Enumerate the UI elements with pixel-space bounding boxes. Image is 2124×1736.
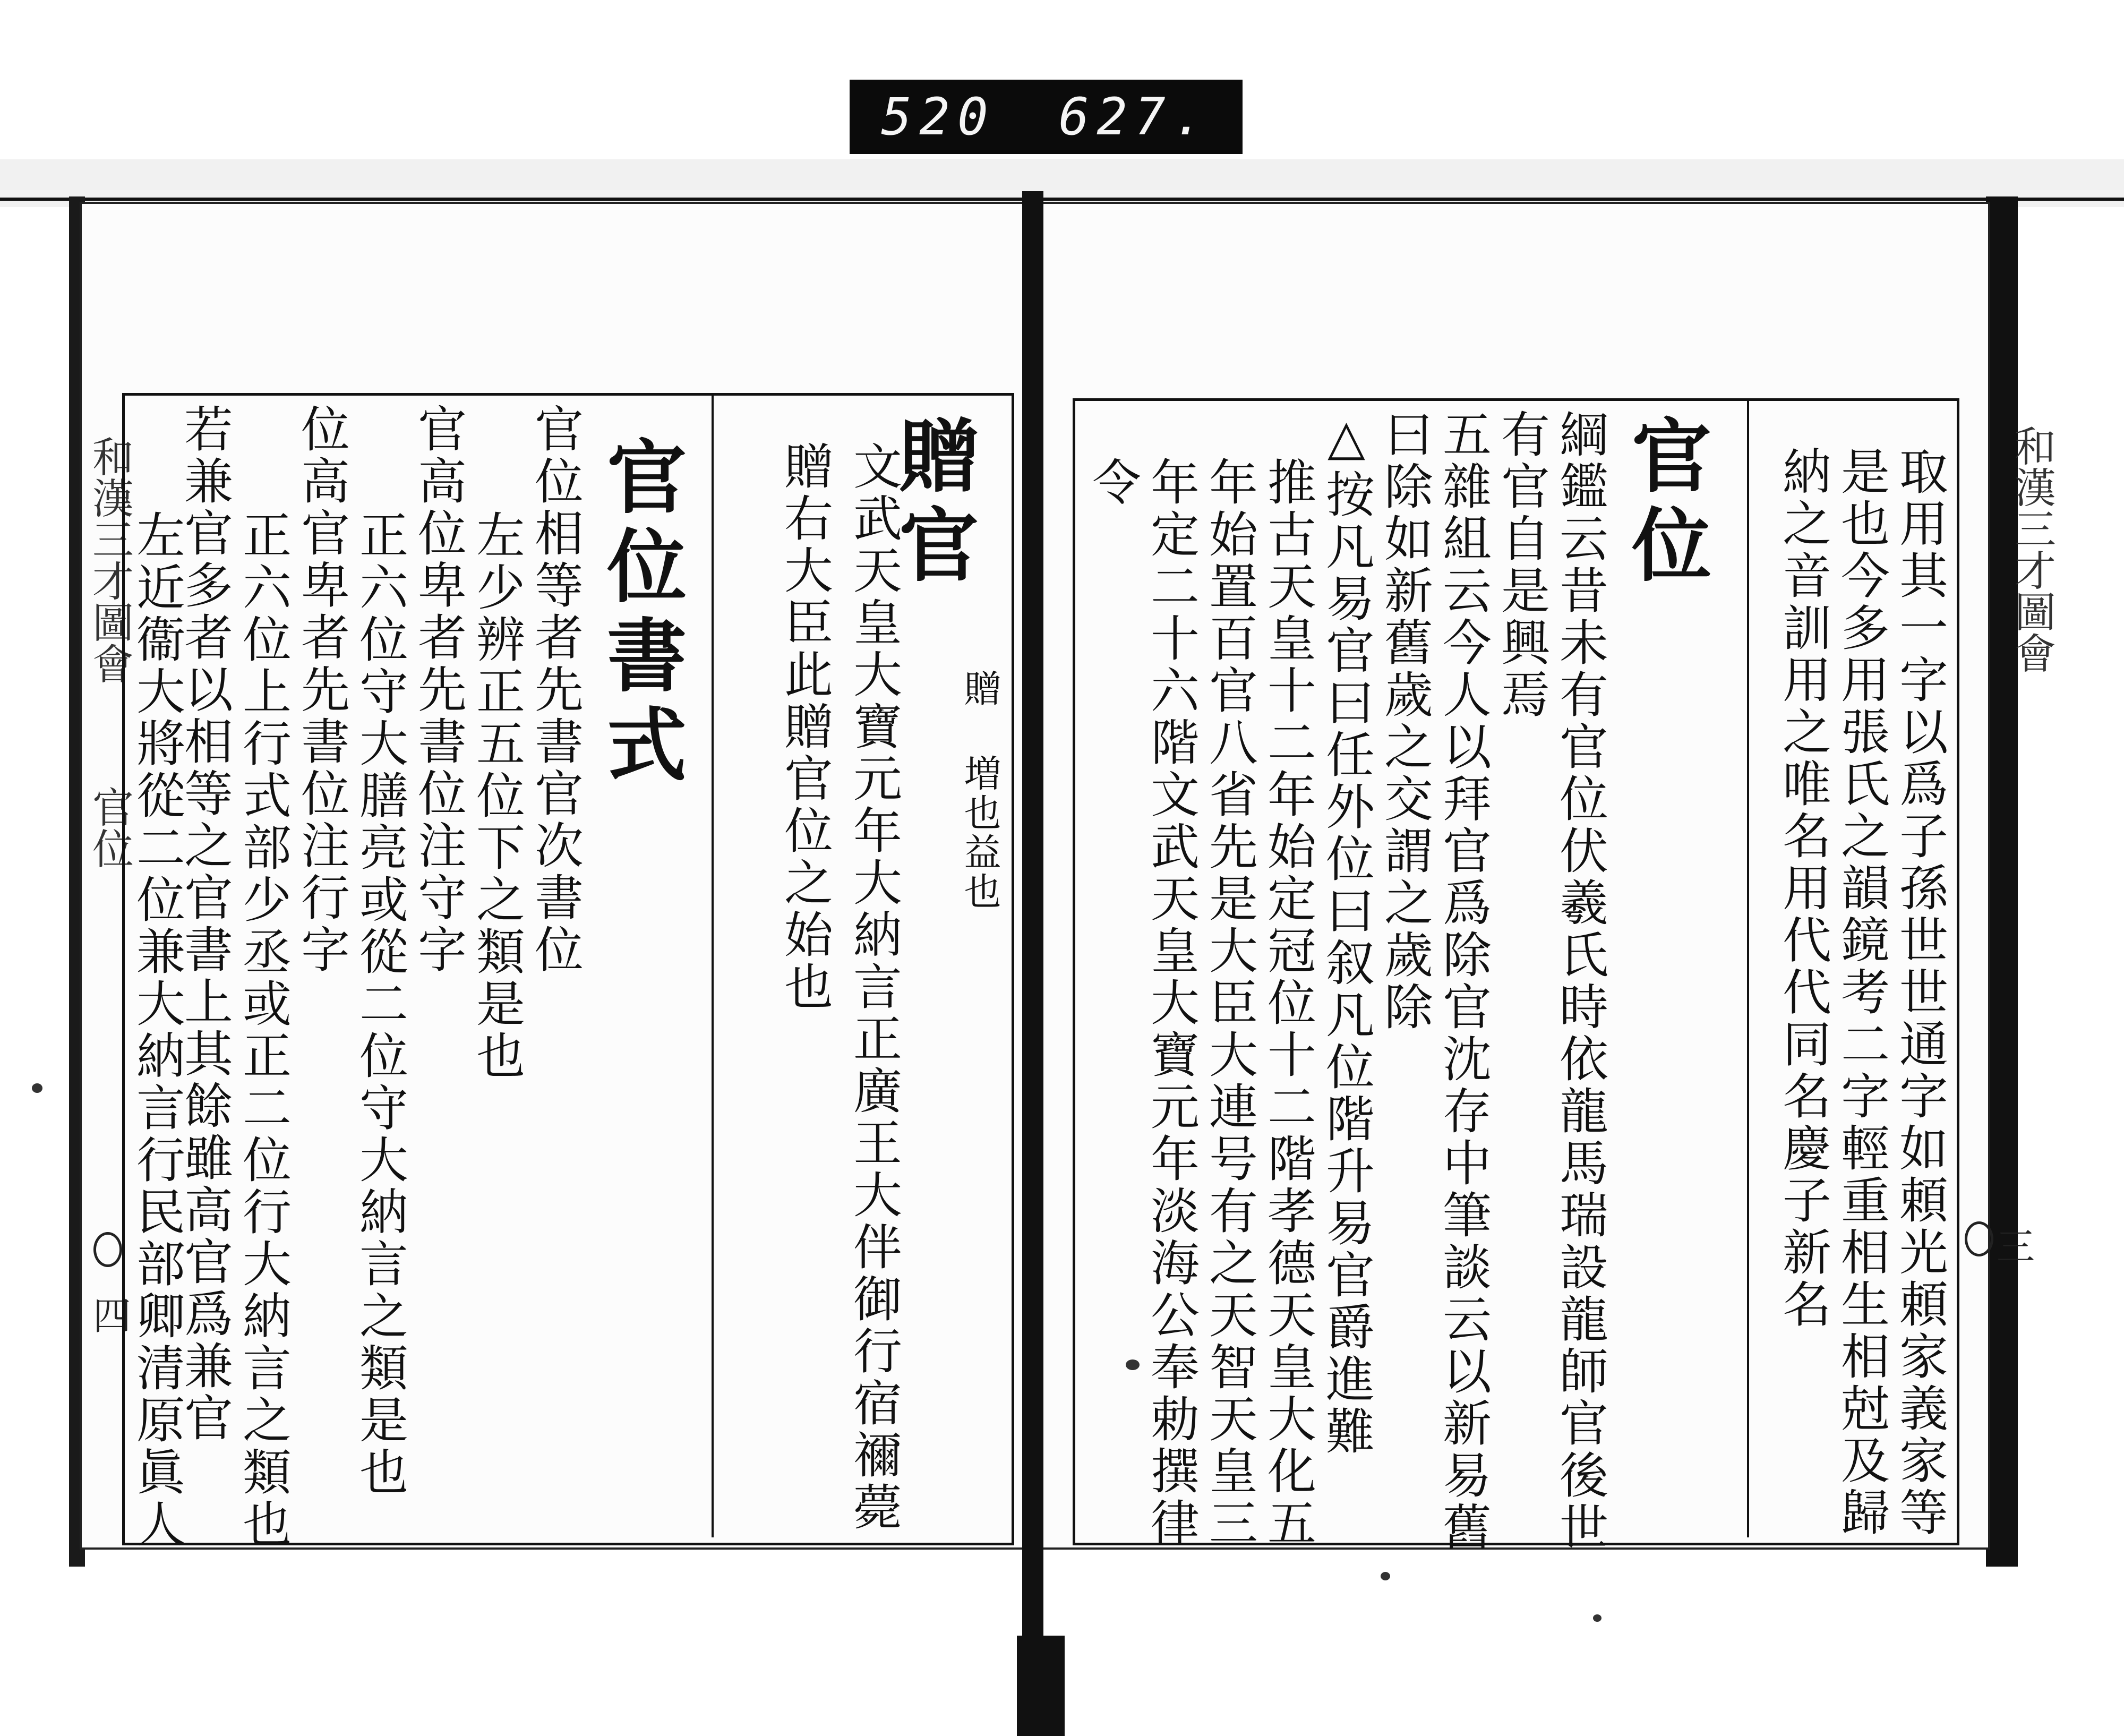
right-column-2: 納之音訓用之唯名用代代同名慶子新名 (1775, 446, 1831, 1331)
right-column-5: 有官自是興焉 (1493, 409, 1550, 721)
catalog-number-right: 627. (1058, 87, 1211, 147)
right-column-9: 推古天皇十二年始定冠位十二階孝德天皇大化五 (1260, 457, 1316, 1550)
ink-speck (32, 1083, 42, 1093)
left-column-8: 正六位守大膳亮或從二位守大納言之類是也 (352, 510, 408, 1499)
right-column-0: 取用其一字以爲子孫世世通字如頼光頼家義家等 (1891, 446, 1948, 1539)
left-column-9: 位高官卑者先書位注行字 (293, 404, 350, 976)
heading-zokan: 贈官 (885, 414, 979, 593)
left-margin-title: 和漢三才圖會 (85, 435, 133, 684)
right-frame-divider (1747, 401, 1749, 1537)
spine-foot (1017, 1636, 1065, 1736)
left-margin-title-lower: 官位 (85, 786, 133, 869)
left-column-gloss: 贈 増也益也 (958, 669, 1001, 911)
ink-speck (1593, 1614, 1601, 1622)
right-column-10: 年始置百官八省先是大臣大連号有之天智天皇三 (1201, 457, 1258, 1550)
right-margin-title: 和漢三才圖會 (2008, 425, 2056, 673)
left-margin-circle (93, 1232, 122, 1267)
catalog-label (850, 80, 1243, 154)
left-frame-divider (712, 396, 714, 1537)
left-column-11: 若兼官多者以相等之官書上其餘雖高官爲兼官 (176, 404, 233, 1444)
right-column-1: 是也今多用張氏之韻鏡考二字輕重相生相尅及歸 (1833, 446, 1890, 1539)
ink-speck (1126, 1359, 1140, 1370)
right-column-8: △按凡易官曰任外位曰叙凡位階升易官爵進難 (1318, 409, 1375, 1458)
catalog-number-left: 520 (881, 87, 996, 147)
ink-speck (1381, 1572, 1390, 1580)
right-column-4: 綱鑑云昔未有官位伏羲氏時依龍馬瑞設龍師官後世 (1552, 409, 1608, 1554)
left-column-12: 左近衞大將從二位兼大納言行民部卿清原眞人 (129, 510, 185, 1551)
left-column-7: 官高位卑者先書位注守字 (410, 404, 467, 976)
right-folio: 三 (1997, 1225, 2035, 1269)
left-column-5: 官位相等者先書官次書位 (527, 404, 584, 976)
left-column-10: 正六位上行式部少丞或正二位行大納言之類也 (235, 510, 292, 1551)
top-rule (0, 198, 2124, 201)
right-column-7: 曰除如新舊歲之交謂之歲除 (1376, 409, 1433, 1033)
left-folio: 四 (93, 1294, 132, 1338)
right-column-11: 年定二十六階文武天皇大寶元年淡海公奉勅撰律 (1143, 457, 1200, 1550)
left-column-1: 文武天皇大寶元年大納言正廣王大伴御行宿禰薨 (845, 441, 902, 1534)
book-edge-right (1986, 196, 2018, 1567)
heading-kani: 官位 (1618, 414, 1711, 593)
right-column-6: 五雜組云今人以拜官爲除官沈存中筆談云以新易舊 (1435, 409, 1492, 1554)
right-column-12: 令 (1084, 457, 1141, 509)
left-column-6: 左少辨正五位下之類是也 (468, 510, 525, 1082)
book-spine (1022, 191, 1043, 1736)
heading-kani-shoshiki: 官位書式 (593, 435, 687, 792)
left-column-2: 贈右大臣此贈官位之始也 (776, 441, 833, 1013)
right-margin-circle (1965, 1221, 1993, 1256)
